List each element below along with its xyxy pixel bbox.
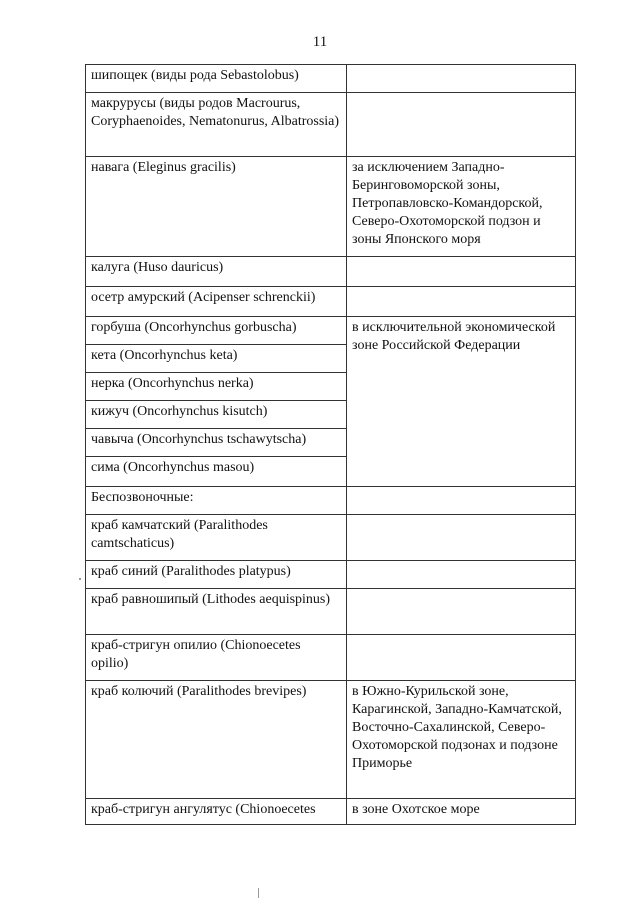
note-cell [347, 287, 576, 317]
table-row [86, 561, 576, 589]
species-cell: осетр амурский (Acipenser schrenckii) [86, 287, 347, 317]
species-cell: сима (Oncorhynchus masou) [86, 457, 347, 487]
section-heading-invertebrates: Беспозвоночные: [86, 487, 347, 515]
note-cell [347, 93, 576, 157]
species-cell: краб синий (Paralithodes platypus) [86, 561, 347, 589]
note-cell [347, 487, 576, 515]
species-cell: шипощек (виды рода Sebastolobus) [86, 65, 347, 93]
table-row [86, 157, 576, 257]
page-number: 11 [312, 34, 328, 50]
species-cell: краб равношипый (Lithodes aequispinus) [86, 589, 347, 635]
species-cell: краб камчатский (Paralithodes camtschaticus) [86, 515, 347, 561]
note-cell-salmon-group: в исключительной экономической зоне Российской Федерации [347, 317, 576, 487]
table-row [86, 257, 576, 287]
species-cell: кижуч (Oncorhynchus kisutch) [86, 401, 347, 429]
table-row [86, 93, 576, 157]
species-cell: краб-стригун ангулятус (Chionoecetes [86, 799, 347, 825]
table-row [86, 65, 576, 93]
table-row [86, 799, 576, 825]
table-row [86, 317, 576, 345]
note-cell [347, 257, 576, 287]
note-cell [347, 515, 576, 561]
note-cell: в зоне Охотское море [347, 799, 576, 825]
species-cell: краб колючий (Paralithodes brevipes) [86, 681, 347, 799]
species-cell: навага (Eleginus gracilis) [86, 157, 347, 257]
table-row [86, 635, 576, 681]
note-cell [347, 65, 576, 93]
note-cell: в Южно-Курильской зоне, Карагинской, Западно-Камчатской, Восточно-Сахалинской, Северо-Охотоморской подзонах и подзоне Приморье [347, 681, 576, 799]
species-cell: кета (Oncorhynchus keta) [86, 345, 347, 373]
scan-artifact [258, 888, 259, 898]
species-cell: калуга (Huso dauricus) [86, 257, 347, 287]
species-cell: краб-стригун опилио (Chionoecetes opilio) [86, 635, 347, 681]
species-cell: нерка (Oncorhynchus nerka) [86, 373, 347, 401]
table-row [86, 487, 576, 515]
species-cell: чавыча (Oncorhynchus tschawytscha) [86, 429, 347, 457]
note-cell [347, 561, 576, 589]
note-cell: за исключением Западно-Беринговоморской зоны, Петропавловско-Командорской, Северо-Охотоморской подзон и зоны Японского моря [347, 157, 576, 257]
species-cell: горбуша (Oncorhynchus gorbuscha) [86, 317, 347, 345]
table-row [86, 287, 576, 317]
species-table [85, 64, 576, 825]
note-cell [347, 589, 576, 635]
table-row [86, 681, 576, 799]
scan-artifact [79, 578, 81, 580]
table-row [86, 589, 576, 635]
species-cell: макрурусы (виды родов Macrourus, Coryphaenoides, Nematonurus, Albatrossia) [86, 93, 347, 157]
table-row [86, 515, 576, 561]
note-cell [347, 635, 576, 681]
